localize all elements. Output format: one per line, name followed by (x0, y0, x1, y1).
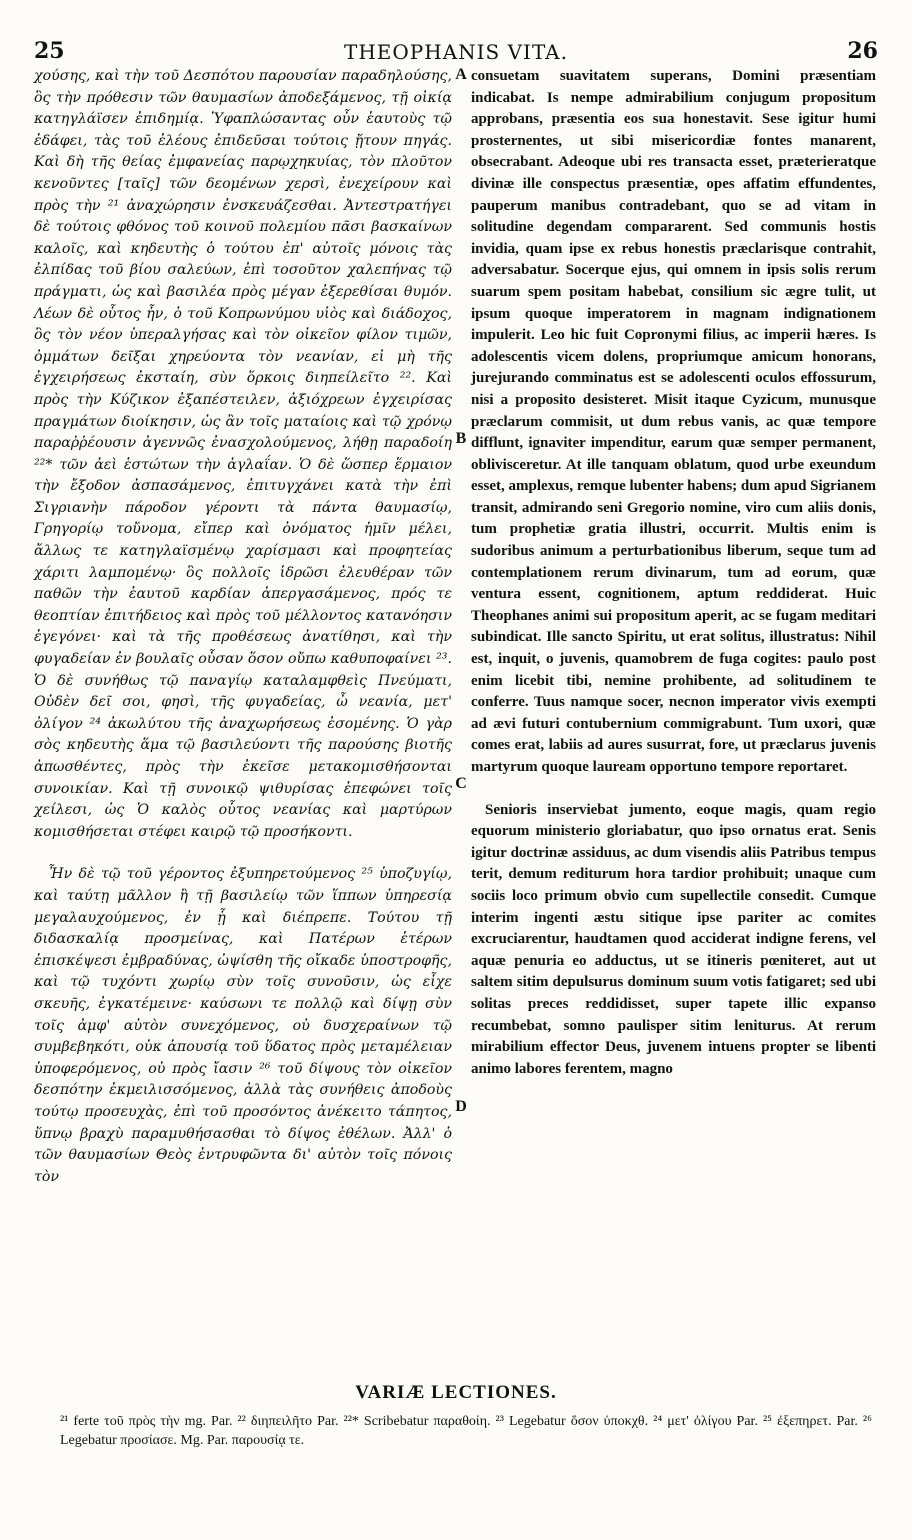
section-marker-b: B (455, 430, 467, 447)
greek-paragraph-2: Ἦν δὲ τῷ τοῦ γέροντος ἐξυπηρετούμενος ²⁵ ὑποζυγίῳ, καὶ ταύτῃ μᾶλλον ἢ τῇ βασιλείῳ τῶν ἵππων ὑπηρεσίᾳ μεγαλαυχούμενος, ἐν ᾗ καὶ διέπρεπε. Τούτου τῇ διδασκαλίᾳ προσμείνας, καὶ Πατέρων ἑτέρων ἐπισκέψεσι ἐμβραδύνας, ὠψίσθη τῆς οἴκαδε ὑποστροφῆς, καὶ τῷ τυχόντι χωρίῳ σὺν τοῖς συνοῦσιν, ὡς εἶχε σκευῆς, ἐγκατέμεινε· καύσωνι τε πολλῷ καὶ δίψῃ σὺν τοῖς ἀμφ' αὐτὸν συνεχόμενος, οὐ δυσχεραίνων τῷ συμβεβηκότι, οὐκ ἀπουσίᾳ τοῦ ὕδατος πρὸς μεταμέλειαν ὑποφερόμενος, οὐ πρὸς ἴασιν ²⁶ τοῦ δίψους τὸν οἰκεῖον δεσπότην ἐκμειλισσόμενος, ἀλλὰ τὰς συνήθεις ἀποδοὺς τούτῳ προσευχὰς, ἐπὶ τοῦ προσόντος ἀνέκειτο τάπητος, ὕπνῳ βραχὺ παραμυθήσασθαι τὸ δίψος ἐθέλων. Ἀλλ' ὁ τῶν θαυμασίων Θεὸς ἐντρυφῶντα δι' αὐτὸν τοῖς πόνοις τὸν (34, 866, 452, 1185)
page-header (34, 38, 878, 64)
latin-column (471, 66, 876, 1080)
variae-lectiones-notes (60, 1412, 872, 1450)
greek-column (34, 66, 452, 1188)
page-number-left: 25 (34, 38, 65, 64)
variae-lectiones-text: ²¹ ferte τοῦ πρὸς τὴν mg. Par. ²² διηπειλῆτο Par. ²²* Scribebatur παραθοίη. ²³ Legebatur ὅσον ὑποκχθ. ²⁴ μετ' ὀλίγου Par. ²⁵ ἐξεπηρετ. Par. ²⁶ Legebatur προσίασε. Mg. Par. παρουσίᾳ τε. (60, 1414, 872, 1448)
variae-lectiones-heading: VARIÆ LECTIONES. (355, 1382, 557, 1403)
section-marker-a: A (455, 66, 467, 83)
section-marker-d: D (455, 1098, 467, 1115)
greek-paragraph-1: χούσης, καὶ τὴν τοῦ Δεσπότου παρουσίαν παραδηλούσης, ὃς τὴν πρόθεσιν τῶν θαυμασίων ἀποδεξάμενος, τῇ οἰκίᾳ κατηγλάϊσεν ἐπιδημίᾳ. Ὑφαπλώσαντας οὖν ἑαυτοὺς τῷ ἐδάφει, τὰς τοῦ ἐλέους ἐπιδεῦσαι τούτοις ᾔτουν πηγάς. Καὶ δὴ τῆς θείας ἐμφανείας παρῳχηκυίας, τὸν πλοῦτον κενοῦντες [ταῖς] τῶν δεομένων χερσὶ, ἐνεχείρουν καὶ πρὸς τὴν ²¹ ἀναχώρησιν ἐνσκευάζεσθαι. Ἀντεστρατήγει δὲ τούτοις φθόνος τοῦ κοινοῦ πολεμίου πᾶσι βασκαίνων καλοῖς, καὶ κηδευτὴς ὁ τούτου ἐπ' αὐτοῖς μόνοις τὰς ἐλπίδας τοῦ βίου σαλεύων, ἐπὶ τοσοῦτον χαλεπήνας τῷ πράγματι, ὡς καὶ βασιλέα πρὸς μέγαν ἐξερεθίσαι θυμόν. Λέων δὲ οὗτος ἦν, ὁ τοῦ Κοπρωνύμου υἱὸς καὶ διάδοχος, ὃς τὸν νέον ὑπεραλγήσας καὶ τὸν οἰκεῖον φίλον τιμῶν, ὀμμάτων δεῖξαι χηρεύοντα τὸν νεανίαν, εἰ μὴ τῆς ἐγχειρήσεως ἐκσταίη, σὺν ὅρκοις διηπείλεῖτο ²². Καὶ πρὸς τὴν Κύζικον ἐξαπέστειλεν, ἀξιόχρεων ἐγχειρίσας πραγμάτων διοίκησιν, ὡς ἂν τοῖς ματαίοις καὶ τῷ χρόνῳ παραῤῥέουσιν ἀγεννῶς ἐνασχολούμενος, λήθῃ παραδοίη ²²* τῶν ἀεὶ ἑστώτων τὴν ἀγλαΐαν. Ὁ δὲ ὥσπερ ἕρμαιον τὴν ἔξοδον ἀσπασάμενος, ἐπιτυγχάνει κατὰ τὴν ἐπὶ Σιγριανὴν πάροδον γέροντι τὰ πάντα θαυμασίῳ, Γρηγορίῳ τοὔνομα, εἴπερ καὶ ὀνόματος ἡμῖν μέλει, ἄλλως τε κατηγλαϊσμένῳ χαρίσμασι καὶ προφητείας χάριτι λαμπομένῳ· ὃς πολλοῖς ἱδρῶσι ἐλευθέραν τῶν παθῶν τὴν ἑαυτοῦ καρδίαν ἀπεργασάμενος, πρός τε θεοπτίαν ἐπιτήδειος καὶ πρὸς τοῦ μέλλοντος κατανόησιν ἐγεγόνει· καὶ τὰ τῆς προθέσεως ἀνατίθησι, καὶ τὴν φυγαδείαν ἐν βουλαῖς οὖσαν ὅσον οὔπω καθυποφαίνει ²³. Ὁ δὲ συνήθως τῷ παναγίῳ καταλαμφθεὶς Πνεύματι, Οὐδὲν δεῖ σοι, φησὶ, τῆς φυγαδείας, ὦ νεανία, μετ' ὀλίγον ²⁴ ἀκωλύτου τῆς ἀναχωρήσεως ἐσομένης. Ὁ γὰρ σὸς κηδευτὴς ἅμα τῷ βασιλεύοντι τῆς παρούσης βιοτῆς ἀπωσθέντες, πρὸς τὴν ἐκεῖσε μετακομισθήσονται συνοικίαν. Καὶ τῇ συνοικῷ ψιθυρίσας ἐπεφώνει τοῖς χείλεσι, ὡς Ὁ καλὸς οὗτος νεανίας καὶ μαρτύρων κομισθήσεται στέφει καιρῷ τῷ προσήκοντι. (34, 68, 452, 840)
section-marker-c: C (455, 775, 467, 792)
page-number-right: 26 (847, 38, 878, 64)
latin-paragraph-2: Senioris inserviebat jumento, eoque magis, quam regio equorum ministerio gloriabatur, quo ipso ornatus erat. Senis igitur doctrinæ assiduus, ac dum visendis aliis Patribus tempus terit, demum rediturum hora tardior prohibuit; unaque cum sociis loco primum obvio cum supellectile consedit. Cumque interim ingenti æstu sitique ipse pariter ac comites excruciarentur, haudtamen quod acciderat indigne ferens, vel aquæ penuria eo adductus, ut se itineris pœniteret, aut ut saltem sitim depulsurus dominum suum votis fatigaret; sed ubi solitas preces reddidisset, super tapete illic expanso recumbebat, somno paulisper sitim leniturus. At rerum mirabilium effector Deus, juvenem intuens propter se libenti animo labores ferentem, magno (471, 801, 876, 1077)
latin-paragraph-1: consuetam suavitatem superans, Domini præsentiam indicabat. Is nempe admirabilium conjugum propositum approbans, præsentia eos sua honestavit. Sese igitur humi prosternentes, ut sibi misericordiæ fontes manarent, obsecrabant. Adeoque ubi res transacta esset, præterieratque divinæ ille conspectus præsentiæ, opes affatim effundentes, pauperum manibus contradebant, quo se ad vitam in solitudine degendam compararent. Sed communis hostis invidia, quam ipse ex rebus honestis præclarisque contrahit, adversabatur. Socerque ejus, qui omnem in ipsis solis rerum suarum spem positam habebat, consilium sic ægre tulit, ut ipsum quoque imperatorem in magnam indignationem impulerit. Leo hic fuit Copronymi filius, ac imperii hæres. Is adolescentis vicem dolens, propriumque amicum honorans, jurejurando comminatus est se adolescenti oculos effossurum, nisi a proposito desisteret. Misit itaque Cyzicum, munusque præclarum commisit, ut dum rebus vanis, ac quæ tempore difflunt, ignaviter impenditur, earum quæ semper permanent, oblivisceretur. At ille tanquam oblatum, quod urbe exeundum esset, amplexus, remque lubenter habens; dum apud Sigrianem transit, admirando seni Gregorio nomine, viro cum aliis donis, tum prophetiæ gratia illustri, occurrit. Multis enim is sudoribus animum a perturbationibus liberum, seque tum ad contemplationem rerum divinarum, tum ad eorum, quæ ventura essent, cognitionem, aptum reddiderat. Huic Theophanes animi sui propositum aperit, ac se fugam meditari subindicat. Ille sancto Spiritu, ut erat solitus, illustratus: Nihil est, inquit, o juvenis, quamobrem de fuga cogites: paulo post enim licebit tibi, nemine prohibente, ad solitudinem te conferre. Tuus namque socer, necnon imperator vivis exempti ad ævi futuri contubernium commigrabunt. Tum uxori, quæ comes erat, labiis ad aures susurrat, fore, ut præclarus juvenis martyrum quoque lauream opportuno tempore reportaret. (471, 68, 876, 775)
running-title: THEOPHANIS VITA. (344, 40, 568, 64)
